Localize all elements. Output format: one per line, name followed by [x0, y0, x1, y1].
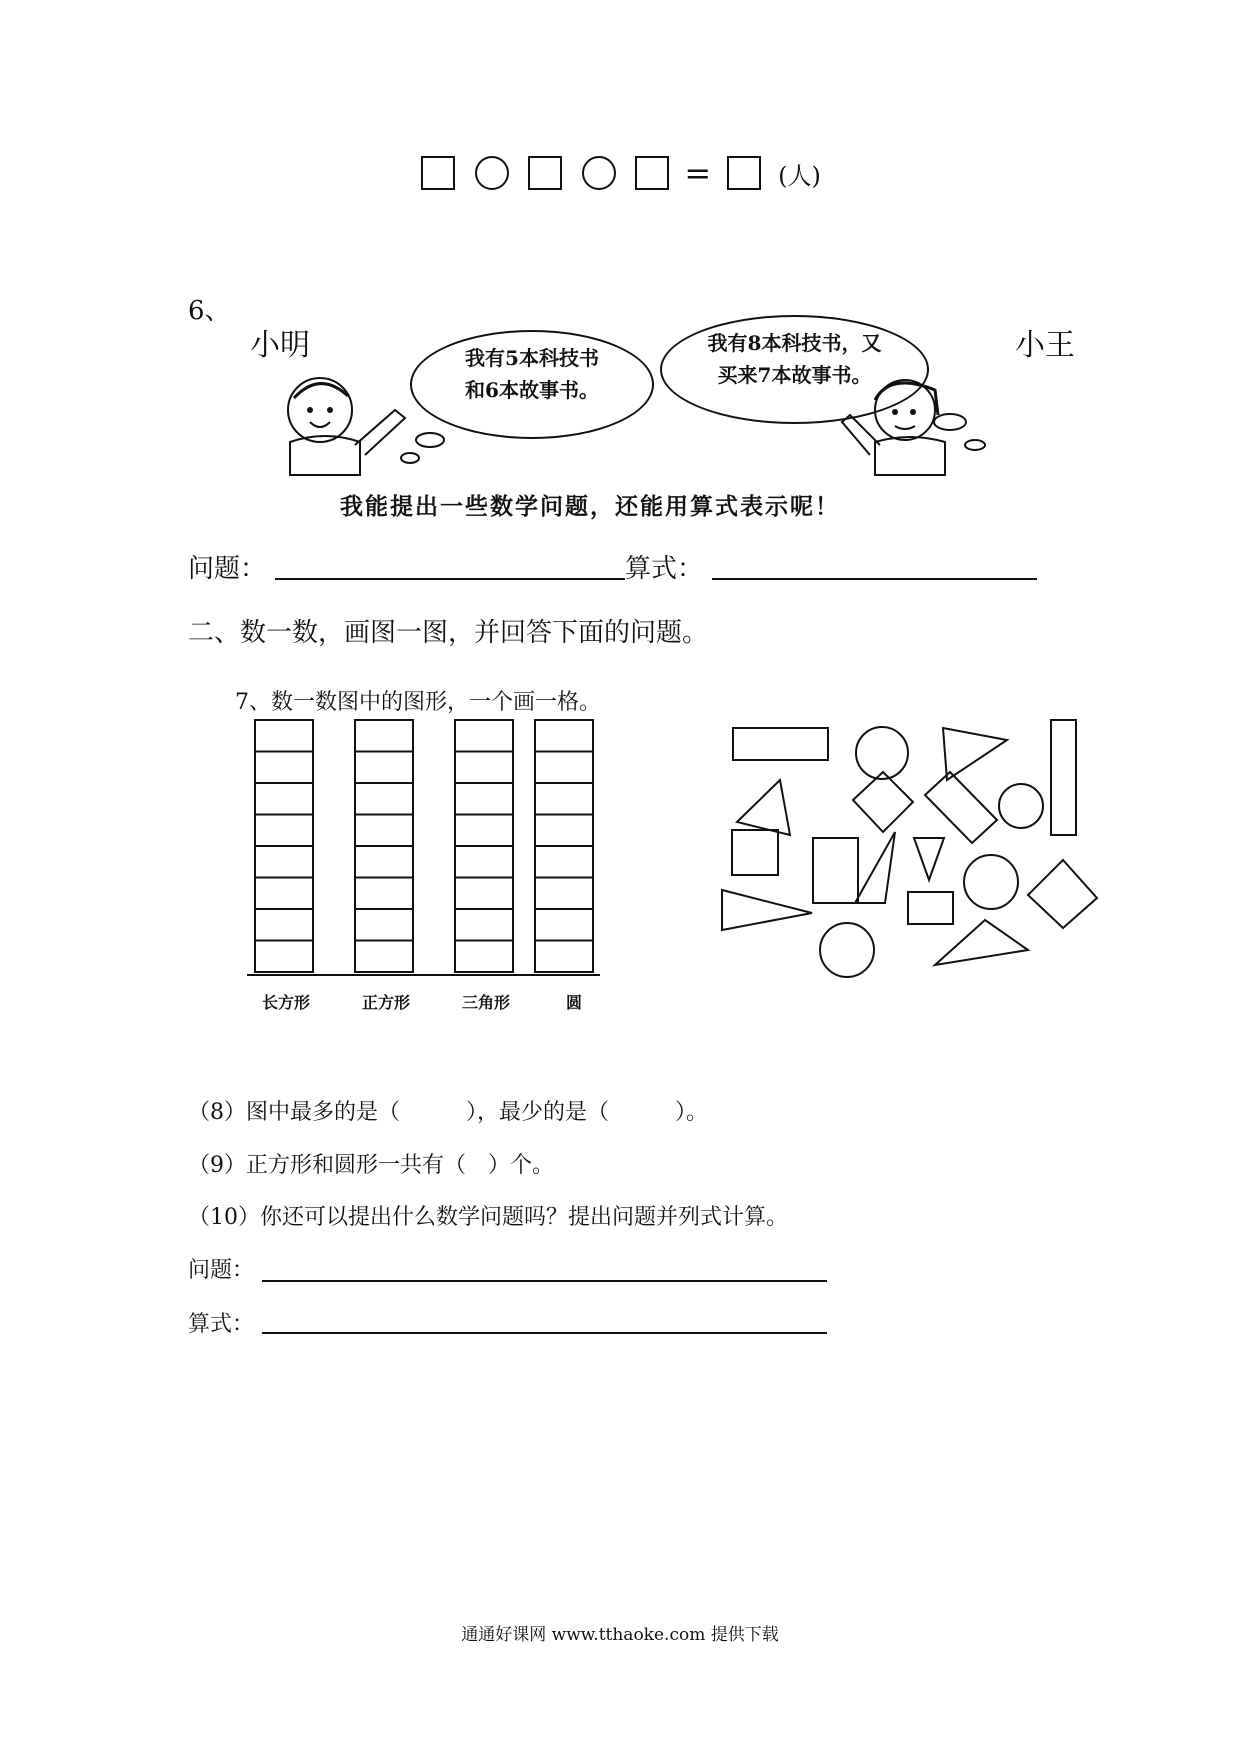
circle-shape [964, 855, 1018, 909]
grid-cell[interactable] [255, 909, 313, 941]
grid-cell[interactable] [455, 815, 513, 847]
circle-shape [856, 727, 908, 779]
column-label-square: 正方形 [362, 993, 411, 1012]
answer-box[interactable] [528, 156, 562, 190]
circle-shape [820, 923, 874, 977]
grid-cell[interactable] [255, 720, 313, 752]
question-10-text: （10）你还可以提出什么数学问题吗？提出问题并列式计算。 [188, 1205, 788, 1230]
column-label-rectangle: 长方形 [262, 993, 311, 1012]
q6-formula-answer-line[interactable] [712, 578, 1037, 580]
left-character-name: 小明 [250, 328, 310, 363]
grid-cell[interactable] [255, 941, 313, 973]
grid-cell[interactable] [535, 752, 593, 784]
grid-cell[interactable] [535, 909, 593, 941]
grid-cell[interactable] [255, 846, 313, 878]
illustration-caption: 我能提出一些数学问题，还能用算式表示呢！ [340, 493, 840, 520]
square-shape [1028, 860, 1097, 928]
square-shape [853, 772, 913, 832]
grid-cell[interactable] [355, 846, 413, 878]
answer-box[interactable] [421, 156, 455, 190]
square-shape [732, 830, 778, 875]
thought-dot [416, 433, 444, 447]
grid-cell[interactable] [255, 752, 313, 784]
grid-cell[interactable] [535, 783, 593, 815]
grid-cell[interactable] [355, 783, 413, 815]
rectangle-shape [733, 728, 828, 760]
right-bubble-line: 买来7本故事书。 [717, 363, 872, 387]
left-bubble-line: 和6本故事书。 [465, 378, 599, 402]
boy-xiaoming-figure [288, 378, 405, 475]
triangle-shape [855, 832, 895, 903]
grid-cell[interactable] [535, 815, 593, 847]
grid-cell[interactable] [535, 720, 593, 752]
q10-formula-answer-line[interactable] [262, 1332, 827, 1334]
right-bubble-line: 我有8本科技书，又 [707, 331, 882, 355]
operator-circle[interactable] [582, 156, 616, 190]
grid-cell[interactable] [455, 909, 513, 941]
answer-box[interactable] [635, 156, 669, 190]
triangle-shape [935, 920, 1028, 965]
grid-cell[interactable] [255, 783, 313, 815]
equation-row [0, 150, 1240, 192]
grid-cell[interactable] [455, 878, 513, 910]
left-bubble-line: 我有5本科技书 [465, 346, 599, 370]
thought-dot [401, 453, 419, 463]
column-label-circle: 圆 [566, 993, 583, 1012]
circle-shape [999, 784, 1043, 828]
grid-cell[interactable] [355, 909, 413, 941]
grid-cell[interactable] [255, 815, 313, 847]
triangle-shape [737, 780, 790, 835]
boy-xiaowang-figure [842, 380, 945, 475]
grid-cell[interactable] [535, 846, 593, 878]
rectangle-shape [925, 772, 997, 843]
illustration [270, 360, 1050, 490]
q6-question-answer-line[interactable] [275, 578, 625, 580]
thought-dot [934, 414, 966, 430]
triangle-shape [722, 890, 812, 930]
question-number-6: 6、 [188, 296, 231, 326]
equals-sign: = [684, 154, 712, 192]
q6-formula-label: 算式： [625, 554, 704, 584]
footer-credit: 通通好课网 www.tthaoke.com 提供下载 [461, 1625, 779, 1645]
grid-cell[interactable] [455, 846, 513, 878]
question-8-text: （8）图中最多的是（ ），最少的是（ ）。 [188, 1100, 708, 1125]
grid-cell[interactable] [455, 941, 513, 973]
column-label-triangle: 三角形 [462, 993, 511, 1012]
grid-cell[interactable] [355, 815, 413, 847]
q10-question-label: 问题： [188, 1258, 255, 1283]
q10-question-answer-line[interactable] [262, 1280, 827, 1282]
rectangle-shape [1051, 720, 1076, 835]
grid-cell[interactable] [535, 878, 593, 910]
grid-cell[interactable] [455, 783, 513, 815]
thought-dot [965, 440, 985, 450]
grid-cell[interactable] [355, 720, 413, 752]
grid-cell[interactable] [455, 752, 513, 784]
operator-circle[interactable] [475, 156, 509, 190]
triangle-shape [943, 728, 1007, 780]
q10-formula-label: 算式： [188, 1312, 255, 1337]
rectangle-shape [813, 838, 858, 903]
grid-cell[interactable] [455, 720, 513, 752]
q6-question-label: 问题： [188, 554, 267, 584]
triangle-shape [914, 838, 944, 880]
grid-cell[interactable] [355, 752, 413, 784]
unit-label: (人) [778, 161, 821, 190]
grid-cell[interactable] [255, 878, 313, 910]
grid-cell[interactable] [355, 878, 413, 910]
question-7-text: 7、数一数图中的图形，一个画一格。 [235, 690, 601, 715]
counting-grid [245, 705, 605, 995]
section-2-title: 二、数一数，画图一图，并回答下面的问题。 [188, 618, 709, 648]
question-9-text: （9）正方形和圆形一共有（ ）个。 [188, 1153, 554, 1178]
rectangle-shape [908, 892, 953, 924]
shapes-picture [715, 710, 1115, 1010]
result-box[interactable] [727, 156, 761, 190]
right-character-name: 小王 [1015, 328, 1075, 363]
grid-cell[interactable] [535, 941, 593, 973]
grid-cell[interactable] [355, 941, 413, 973]
